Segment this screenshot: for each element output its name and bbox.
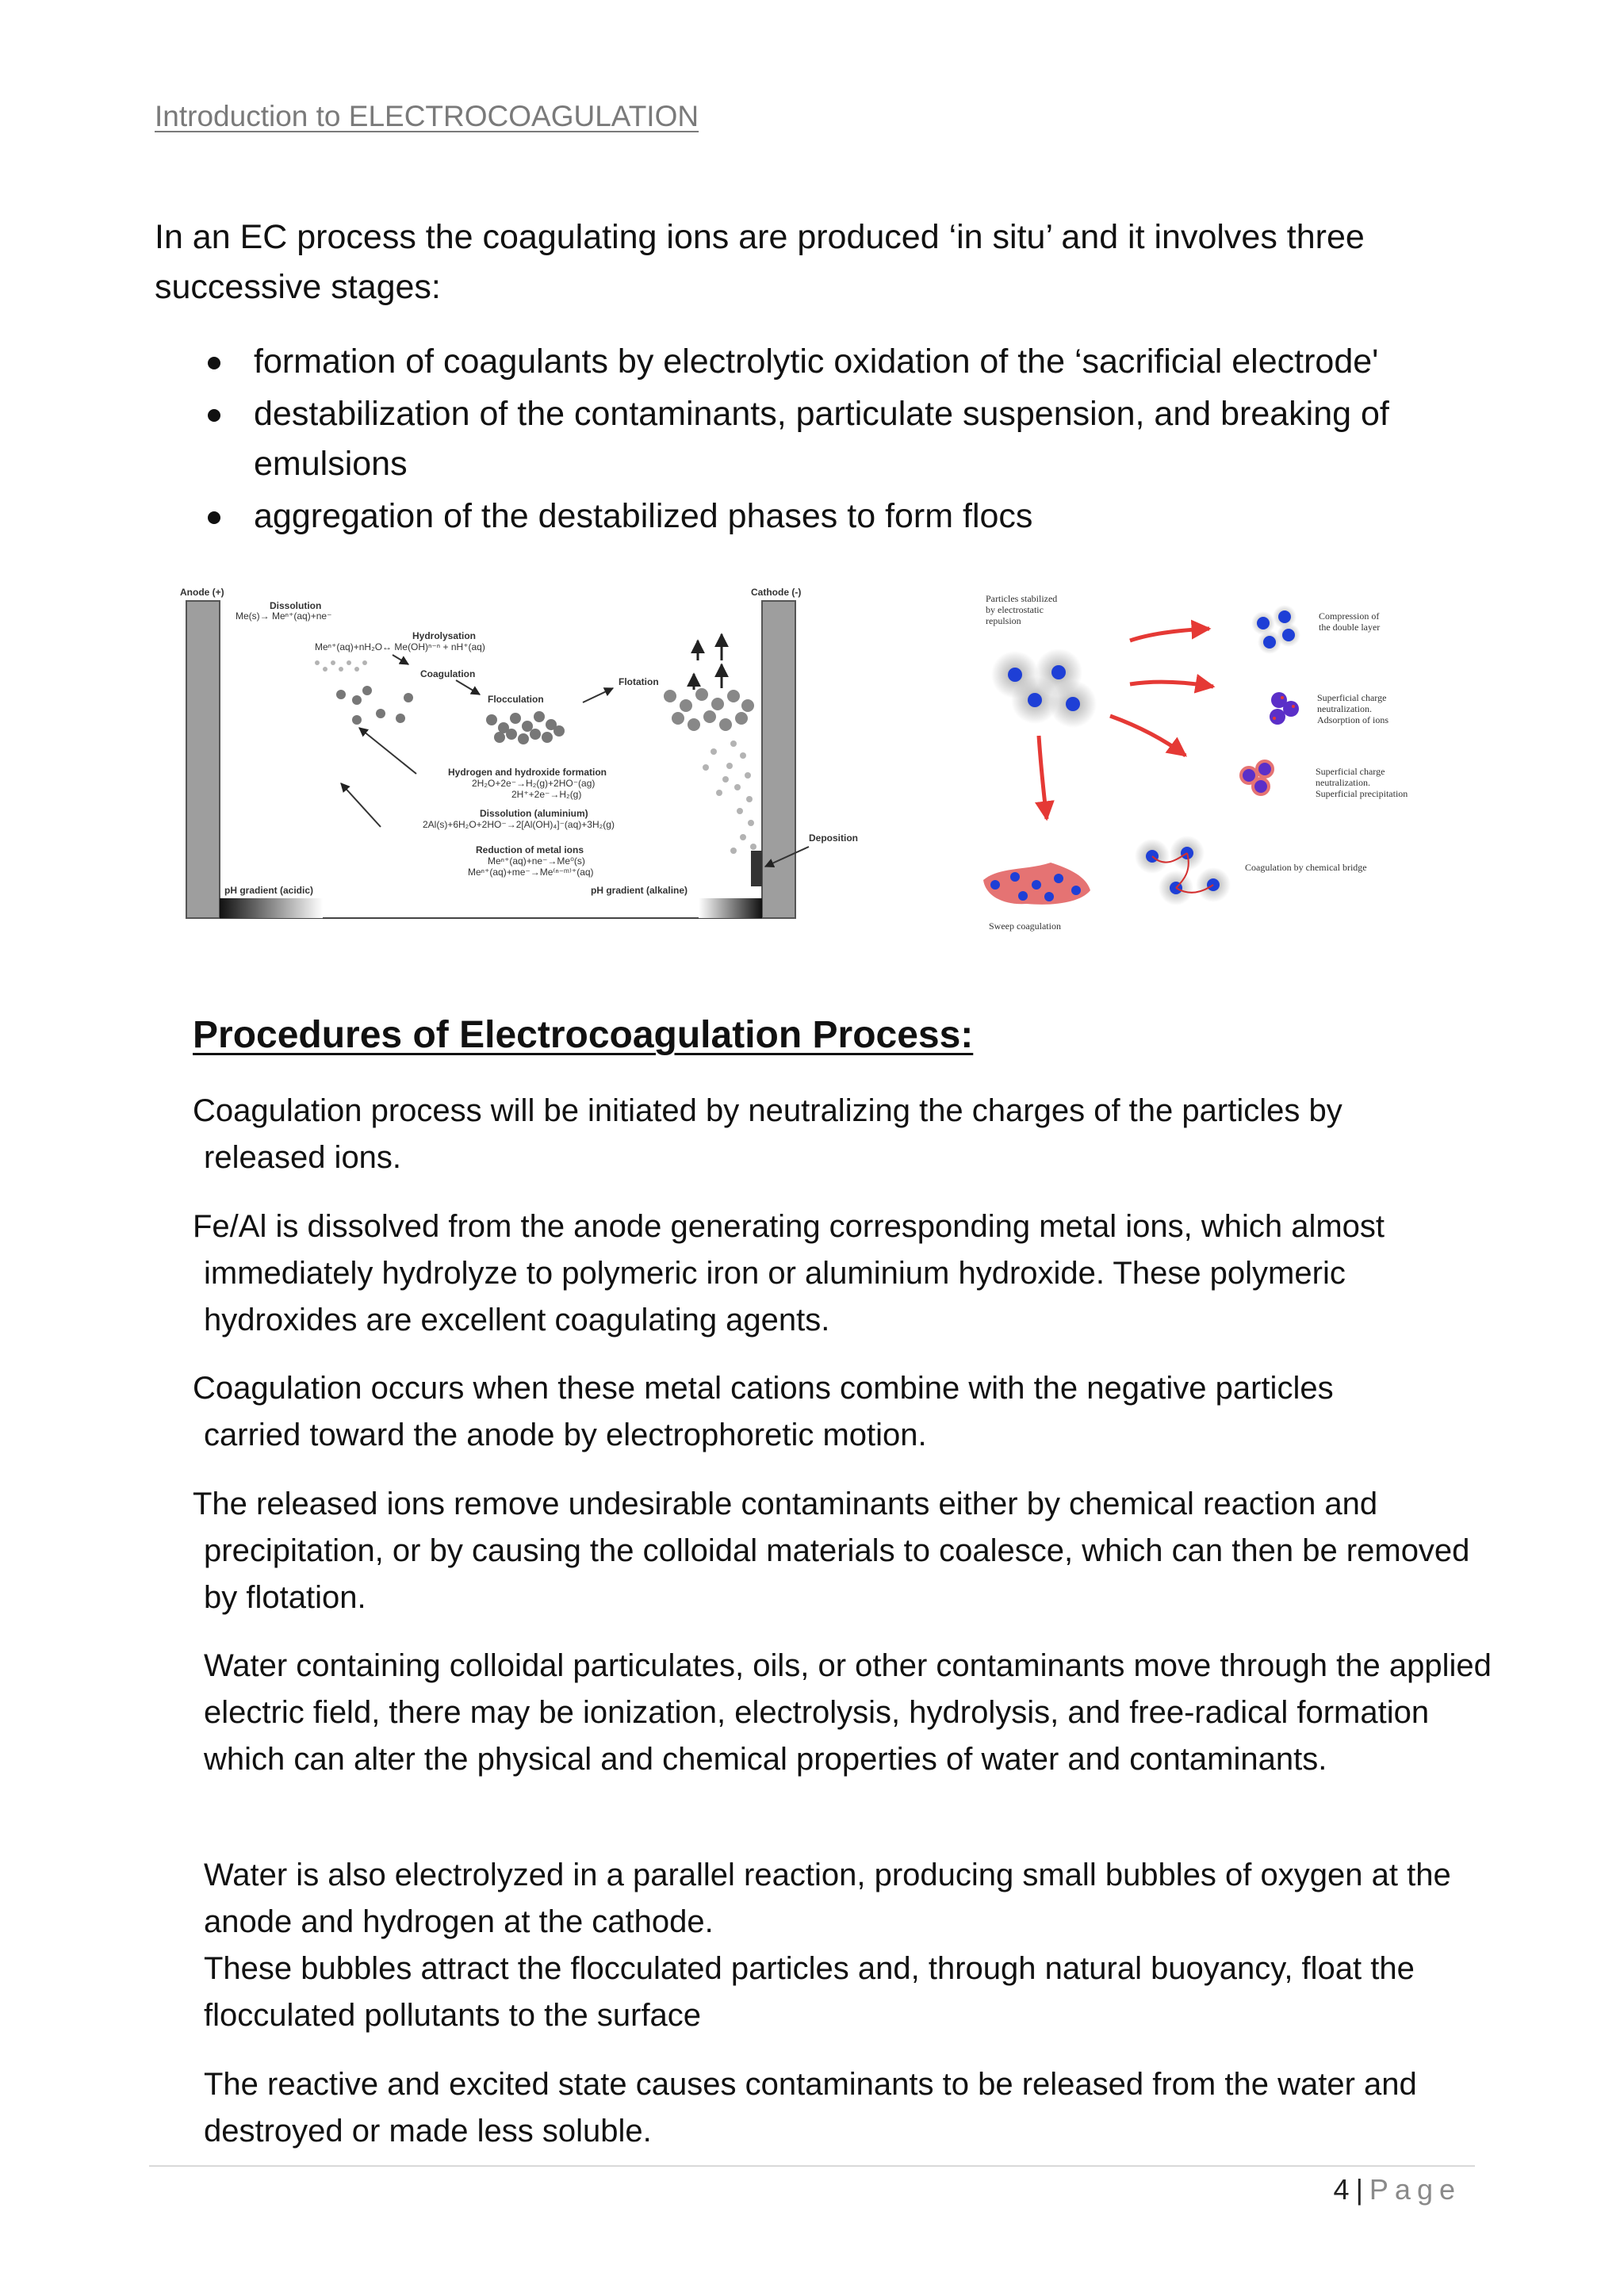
- svg-text:Compression of: Compression of: [1319, 610, 1380, 622]
- precipitated-particles: [1241, 761, 1273, 794]
- svg-text:Flocculation: Flocculation: [488, 694, 544, 705]
- svg-text:Sweep coagulation: Sweep coagulation: [989, 920, 1061, 932]
- svg-text:repulsion: repulsion: [986, 615, 1021, 626]
- svg-text:neutralization.: neutralization.: [1316, 777, 1370, 788]
- svg-text:2H⁺+2e⁻→H₂(g): 2H⁺+2e⁻→H₂(g): [511, 789, 582, 800]
- svg-text:Flotation: Flotation: [619, 676, 659, 687]
- svg-text:the double layer: the double layer: [1319, 622, 1381, 633]
- bridged-particles: [1135, 836, 1231, 905]
- svg-text:2Al(s)+6H₂O+2HO⁻→2[Al(OH)₄]⁻(a: 2Al(s)+6H₂O+2HO⁻→2[Al(OH)₄]⁻(aq)+3H₂(g): [423, 819, 615, 830]
- svg-text:Dissolution (aluminium): Dissolution (aluminium): [480, 808, 588, 819]
- list-item: formation of coagulants by electrolytic oxidation of the ‘sacrificial electrode': [202, 337, 1487, 387]
- electrocoagulation-cell-diagram: [178, 585, 900, 934]
- paragraph: The reactive and excited state causes contaminants to be released from the water and destroyed or made less soluble.: [204, 2067, 1417, 2149]
- bullet-icon: [208, 511, 220, 524]
- intro-paragraph: In an EC process the coagulating ions are produced ‘in situ’ and it involves three successive stages:: [155, 218, 1365, 306]
- stabilized-particles: [991, 649, 1097, 728]
- paragraph: Coagulation occurs when these metal cations combine with the negative particles carried toward the anode by electrophoretic motion.: [193, 1371, 1334, 1452]
- svg-text:Deposition: Deposition: [809, 832, 858, 844]
- adsorbed-particles: [1270, 692, 1299, 725]
- svg-text:by electrostatic: by electrostatic: [986, 604, 1044, 615]
- svg-text:Me(s)→ Meⁿ⁺(aq)+ne⁻: Me(s)→ Meⁿ⁺(aq)+ne⁻: [236, 610, 332, 622]
- paragraph: Water containing colloidal particulates, oils, or other contaminants move through the applied electric field, there may be ionization, electrolysis, hydrolysis, and free-radical formation which can alter the physical and chemical properties of water and contaminants.: [204, 1648, 1492, 1777]
- cathode-label: Cathode (-): [751, 587, 802, 598]
- svg-text:2H₂O+2e⁻→H₂(g)+2HO⁻(ag): 2H₂O+2e⁻→H₂(g)+2HO⁻(ag): [472, 778, 596, 789]
- svg-text:Superficial charge: Superficial charge: [1316, 766, 1385, 777]
- coagulation-mechanisms-diagram: [979, 585, 1471, 946]
- svg-text:Meⁿ⁺(aq)+nH₂O↔ Me(OH)ⁿ⁻ⁿ + nH⁺: Meⁿ⁺(aq)+nH₂O↔ Me(OH)ⁿ⁻ⁿ + nH⁺(aq): [315, 641, 485, 652]
- svg-text:Hydrogen and hydroxide formati: Hydrogen and hydroxide formation: [448, 767, 607, 778]
- paragraph: Fe/Al is dissolved from the anode generating corresponding metal ions, which almost immediately hydrolyze to polymeric iron or aluminium hydroxide. These polymeric hydroxides are excellent coagulating agents.: [193, 1209, 1385, 1337]
- document-header-title: Introduction to ELECTROCOAGULATION: [155, 100, 699, 132]
- paragraph: Water is also electrolyzed in a parallel reaction, producing small bubbles of oxygen at the anode and hydrogen at the cathode.: [204, 1858, 1451, 1939]
- svg-text:Superficial charge: Superficial charge: [1317, 692, 1387, 703]
- svg-text:Hydrolysation: Hydrolysation: [412, 630, 477, 641]
- svg-text:Meⁿ⁺(aq)+ne⁻→Me⁰(s): Meⁿ⁺(aq)+ne⁻→Me⁰(s): [488, 855, 585, 867]
- svg-text:Meⁿ⁺(aq)+me⁻→Me⁽ⁿ⁻ᵐ⁾⁺(aq): Meⁿ⁺(aq)+me⁻→Me⁽ⁿ⁻ᵐ⁾⁺(aq): [468, 867, 594, 878]
- svg-text:pH gradient (acidic): pH gradient (acidic): [224, 885, 314, 896]
- compressed-particles: [1251, 605, 1300, 654]
- svg-text:Coagulation by chemical bridge: Coagulation by chemical bridge: [1245, 862, 1367, 873]
- cathode-plate: [762, 601, 795, 918]
- paragraph: These bubbles attract the flocculated particles and, through natural buoyancy, float the flocculated pollutants to the surface: [204, 1951, 1415, 2033]
- svg-text:Particles stabilized: Particles stabilized: [986, 593, 1058, 604]
- bullet-icon: [208, 409, 220, 422]
- anode-plate: [186, 601, 220, 918]
- page-number: 4 | Page: [1333, 2173, 1461, 2206]
- list-item: aggregation of the destabilized phases to form flocs: [202, 492, 1487, 541]
- paragraph: Coagulation process will be initiated by neutralizing the charges of the particles by released ions.: [193, 1093, 1342, 1175]
- bullet-icon: [208, 357, 220, 369]
- footer-divider: [149, 2165, 1475, 2167]
- paragraph: The released ions remove undesirable contaminants either by chemical reaction and precipitation, or by causing the colloidal materials to coalesce, which can then be removed by flotation.: [193, 1487, 1470, 1615]
- svg-text:Dissolution: Dissolution: [270, 600, 322, 611]
- svg-text:pH gradient (alkaline): pH gradient (alkaline): [591, 885, 688, 896]
- svg-text:Coagulation: Coagulation: [420, 668, 476, 679]
- sweep-floc: [983, 863, 1090, 905]
- anode-label: Anode (+): [180, 587, 224, 598]
- svg-text:Superficial precipitation: Superficial precipitation: [1316, 788, 1408, 799]
- svg-text:neutralization.: neutralization.: [1317, 703, 1372, 714]
- svg-text:Adsorption of ions: Adsorption of ions: [1317, 714, 1388, 725]
- section-heading: Procedures of Electrocoagulation Process:: [193, 1014, 974, 1056]
- svg-text:Reduction of metal ions: Reduction of metal ions: [476, 844, 584, 855]
- list-item: destabilization of the contaminants, particulate suspension, and breaking of emulsions: [202, 389, 1487, 489]
- stages-list: [202, 337, 1487, 544]
